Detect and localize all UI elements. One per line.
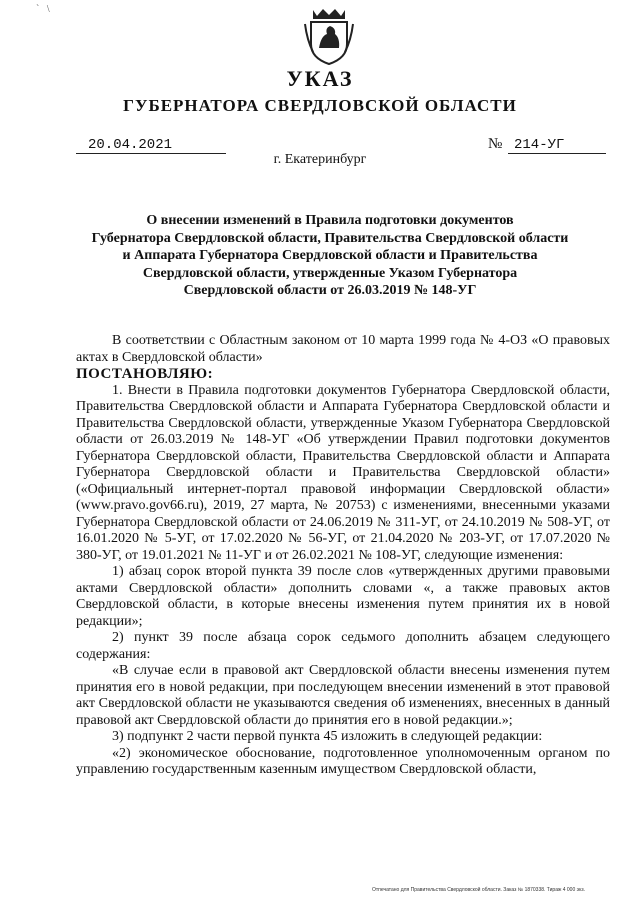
heading-line: Свердловской области, утвержденные Указом Губернатора: [142, 265, 518, 281]
subitem-3: 3) подпункт 2 части первой пункта 45 изложить в следующей редакции:: [112, 729, 543, 744]
item-1: 1. Внести в Правила подготовки документов Губернатора Свердловской области, Правительства Свердловской области и Аппарата Губернатора Свердловской области и Правительства Свердловской области, утвержденные Указом Губернатора Свердловской области от 26.03.2019 № 148-УГ «Об утверждении Правил подготовки документов Губернатора Свердловской области, Правительства Свердловской области и Аппарата Губернатора Свердловской области и Правительства Свердловской области» («Официальный интернет-портал правовой информации Свердловской области» (www.pravo.gov66.ru), 2019, 27 марта, № 20753) с изменениями, внесенными указами Губернатора Свердловской области от 24.06.2019 № 311-УГ, от 24.10.2019 № 508-УГ, от 16.01.2020 № 5-УГ, от 17.02.2020 № 56-УГ, от 21.04.2020 № 203-УГ, от 17.07.2020 № 380-УГ, от 19.01.2021 № 11-УГ и от 26.02.2021 № 108-УГ, следующие изменения:: [76, 382, 610, 563]
heading-line: и Аппарата Губернатора Свердловской области и Правительства: [122, 248, 538, 263]
coat-of-arms-emblem: [303, 6, 355, 66]
intro-paragraph: В соответствии с Областным законом от 10 марта 1999 года № 4-ОЗ «О правовых актах в Свердловской области»: [76, 333, 610, 365]
scan-mark: ` \: [36, 4, 50, 15]
subitem-3-text: «2) экономическое обоснование, подготовленное уполномоченным органом по управлению государственным казенным имуществом Свердловской области,: [76, 745, 610, 777]
decree-date: 20.04.2021: [76, 137, 226, 154]
quoted-text: «В случае если в правовой акт Свердловской области внесены изменения путем принятия его в новой редакции, при последующем внесении изменений в этот правовой акт Свердловской области не указываются сведения об изменениях, внесенных в данный правовой акт Свердловской области до принятия его в новой редакции.»;: [76, 663, 610, 728]
document-title: УКАЗ: [286, 66, 354, 91]
heading-line: Свердловской области от 26.03.2019 № 148-УГ: [183, 283, 477, 298]
decree-body: [76, 333, 610, 779]
heading-line: О внесении изменений в Правила подготовки документов: [146, 213, 514, 228]
decree-word: ПОСТАНОВЛЯЮ:: [76, 366, 214, 382]
subitem-1: 1) абзац сорок второй пункта 39 после слов «утвержденных другими правовыми актами Свердловской области» дополнить словами «, а также правовых актов Свердловской области, в которые внесены изменения путем принятия их в новой редакции»;: [76, 564, 610, 629]
print-footer: Отпечатано для Правительства Свердловской области. Заказ № 1870338. Тираж 4 000 экз.: [372, 887, 586, 893]
subitem-2: 2) пункт 39 после абзаца сорок седьмого дополнить абзацем следующего содержания:: [76, 630, 610, 662]
decree-heading: [60, 212, 600, 300]
document-issuer: ГУБЕРНАТОРА СВЕРДЛОВСКОЙ ОБЛАСТИ: [123, 96, 517, 115]
heading-line: Губернатора Свердловской области, Правительства Свердловской области: [91, 230, 569, 246]
decree-number: 214-УГ: [508, 137, 606, 154]
city: г. Екатеринбург: [273, 152, 367, 167]
number-label: №: [488, 136, 503, 152]
